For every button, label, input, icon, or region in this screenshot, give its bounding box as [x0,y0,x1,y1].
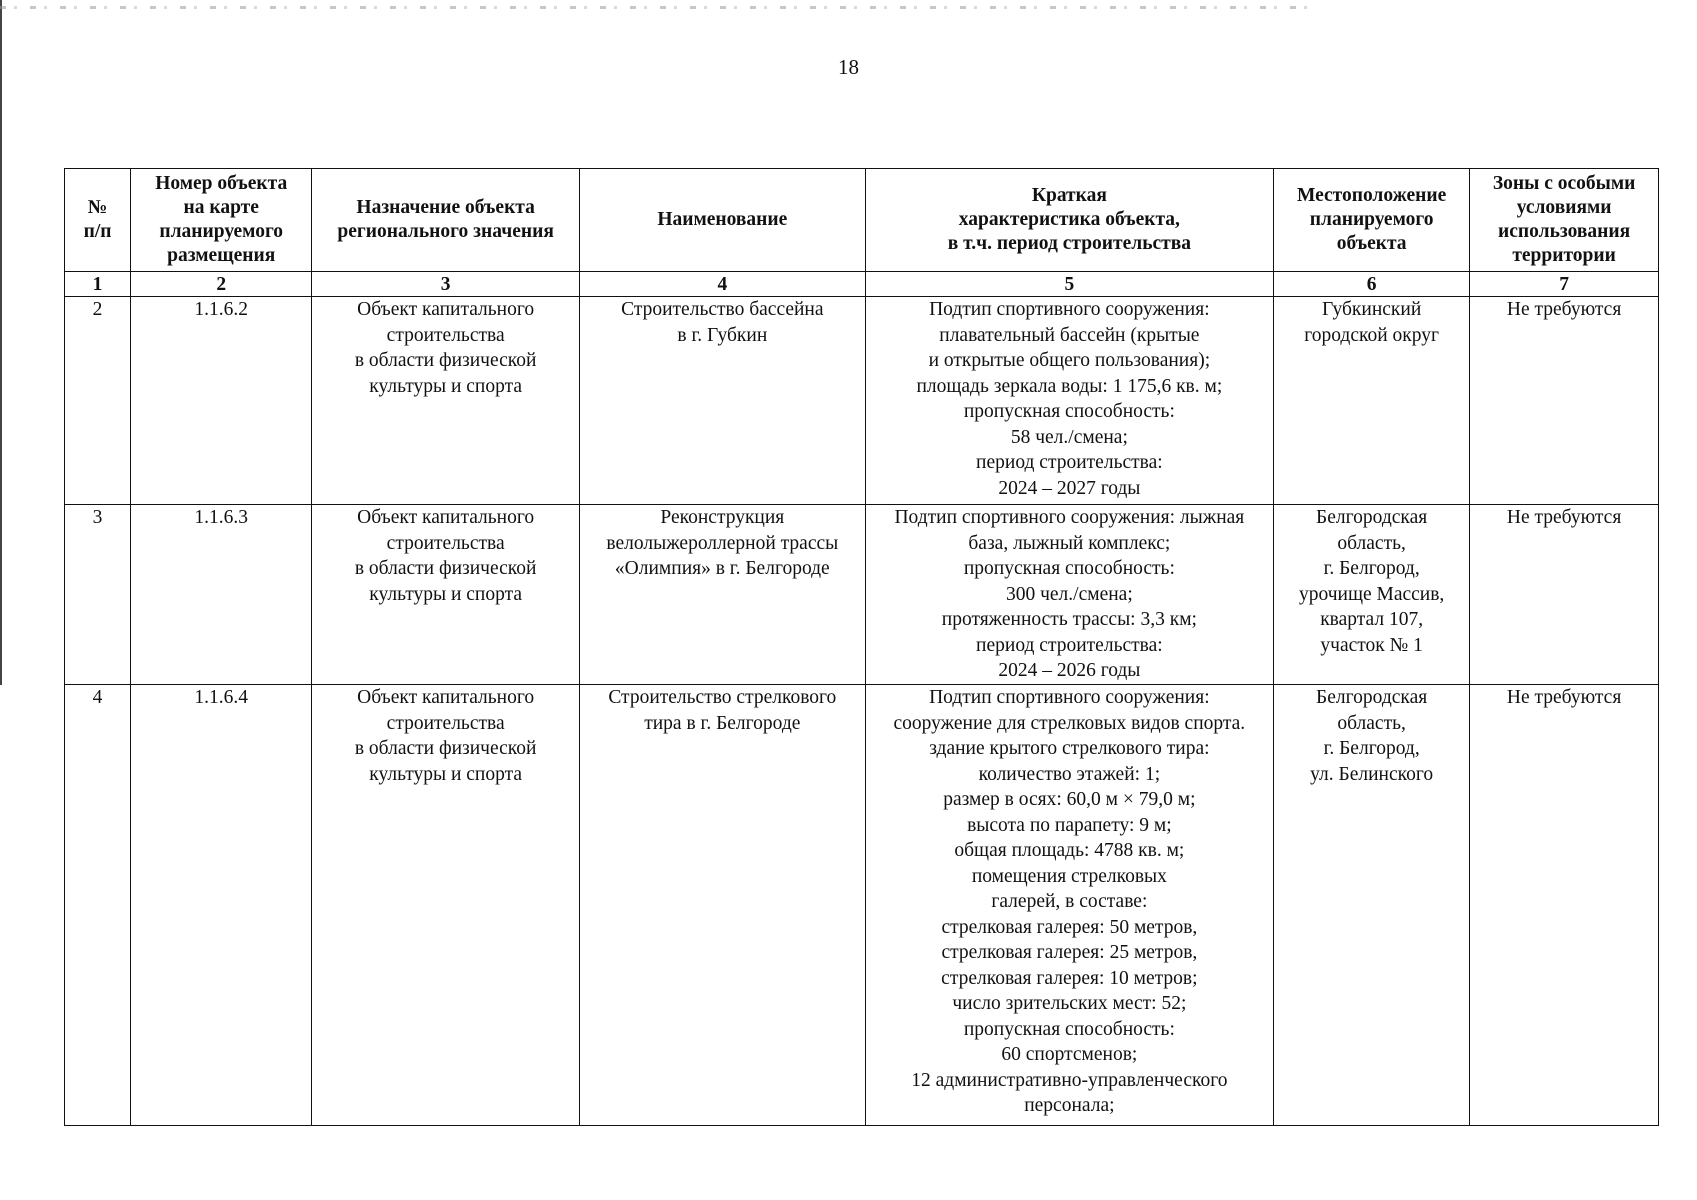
cell-name [579,685,865,1126]
scan-noise [0,6,1320,9]
cell-line: на карте [183,197,259,218]
cell-object-number: 1.1.6.3 [131,505,312,685]
cell-line: размещения [167,245,276,266]
cell-object-number: 1.1.6.4 [131,685,312,1126]
cell-line: база, лыжный комплекс; [968,532,1171,554]
cell-line: Зоны с особыми [1492,173,1636,194]
cell-line: Объект капитального [357,687,535,708]
cell-line: здание крытого стрелкового тира: [929,738,1210,759]
cell-line: в т.ч. период строительства [947,233,1192,254]
header-cell-no [65,169,131,272]
cell-object-number: 1.1.6.2 [131,297,312,505]
cell-no: 3 [65,505,131,685]
cell-line: общая площадь: 4788 кв. м; [954,840,1185,861]
cell-description [865,297,1273,505]
cell-line: Назначение объекта [356,197,535,218]
cell-line: период строительства: [976,452,1163,473]
cell-line: Наименование [657,209,788,230]
cell-line: участок № 1 [1320,634,1423,656]
cell-line: Подтип спортивного сооружения: [929,687,1210,708]
cell-zones [1470,685,1659,1126]
cell-line: Строительство стрелкового [608,687,837,708]
cell-line: тира в г. Белгороде [644,712,801,734]
cell-zones [1470,505,1659,685]
header-cell-object-number [131,169,312,272]
cell-line: 2024 – 2027 годы [998,477,1141,499]
cell-no: 2 [65,297,131,505]
cell-line: территории [1512,245,1616,266]
page-number: 18 [838,55,859,79]
cell-line: Подтип спортивного сооружения: [929,299,1210,320]
header-cell-purpose [312,169,580,272]
cell-line: персонала; [1024,1095,1115,1116]
header-cell-zones [1470,169,1659,272]
cell-line: в г. Губкин [677,324,768,346]
cell-line: в области физической [354,738,537,759]
cell-line: объекта [1336,233,1407,254]
column-number: 2 [131,272,312,297]
cell-name [579,505,865,685]
cell-line: площадь зеркала воды: 1 175,6 кв. м; [916,375,1223,397]
cell-line: период строительства: [976,634,1163,656]
cell-line: пропускная способность: [963,558,1175,579]
cell-line: г. Белгород, [1323,558,1420,579]
cell-description [865,685,1273,1126]
cell-no: 4 [65,685,131,1126]
cell-line: и открытые общего пользования); [928,350,1211,371]
column-number: 7 [1470,272,1659,297]
cell-line: число зрительских мест: 52; [952,993,1187,1014]
cell-line: ул. Белинского [1310,763,1434,785]
cell-location [1274,505,1470,685]
cell-line: стрелковая галерея: 10 метров; [941,967,1198,989]
cell-line: Не требуются [1506,687,1622,708]
cell-line: Строительство бассейна [621,299,824,320]
cell-location [1274,297,1470,505]
cell-line: Не требуются [1506,507,1622,528]
cell-line: в области физической [354,558,537,579]
column-number-row [65,272,1659,297]
cell-line: использования [1498,221,1631,242]
cell-line: Подтип спортивного сооружения: лыжная [894,507,1245,528]
cell-line: культуры и спорта [369,375,523,397]
cell-line: городской округ [1304,324,1440,346]
cell-line: стрелковая галерея: 25 метров, [941,942,1198,963]
cell-line: Белгородская [1316,687,1428,708]
cell-line: Номер объекта [155,173,288,194]
cell-line: галерей, в составе: [991,891,1148,912]
cell-purpose [312,297,580,505]
column-number: 6 [1274,272,1470,297]
cell-line: строительства [386,324,505,346]
column-number: 1 [65,272,131,297]
cell-line: планируемого [1309,209,1434,230]
cell-line: Объект капитального [357,507,535,528]
table-row [65,297,1659,505]
header-cell-name [579,169,865,272]
cell-line: плавательный бассейн (крытые [939,324,1200,346]
column-number: 3 [312,272,580,297]
cell-line: Белгородская [1316,507,1428,528]
cell-line: характеристика объекта, [958,209,1180,230]
cell-line: 300 чел./смена; [1005,583,1133,605]
cell-line: Краткая [1031,185,1107,206]
column-number: 4 [579,272,865,297]
cell-location [1274,685,1470,1126]
cell-line: урочище Массив, [1298,583,1445,605]
cell-zones [1470,297,1659,505]
cell-line: 60 спортсменов; [1001,1044,1138,1065]
cell-line: в области физической [354,350,537,371]
cell-line: область, [1337,712,1406,734]
cell-line: размер в осях: 60,0 м × 79,0 м; [943,789,1196,810]
scan-edge [0,0,2,685]
cell-line: квартал 107, [1320,609,1424,630]
cell-line: «Олимпия» в г. Белгороде [614,558,830,579]
cell-line: 12 административно-управленческого [911,1069,1228,1091]
cell-line: стрелковая галерея: 50 метров, [941,916,1198,938]
cell-line: Объект капитального [357,299,535,320]
cell-line: протяженность трассы: 3,3 км; [941,609,1197,630]
cell-line: сооружение для стрелковых видов спорта. [893,712,1246,734]
cell-line: 2024 – 2026 годы [998,660,1141,681]
header-row [65,169,1659,272]
cell-purpose [312,505,580,685]
header-cell-location [1274,169,1470,272]
table-row [65,505,1659,685]
cell-line: велолыжероллерной трассы [606,532,839,554]
cell-line: область, [1337,532,1406,554]
cell-line: 58 чел./смена; [1010,426,1128,448]
cell-name [579,297,865,505]
cell-line: Губкинский [1321,299,1422,320]
cell-line: строительства [386,712,505,734]
cell-line: регионального значения [337,221,554,242]
cell-line: пропускная способность: [963,401,1175,422]
cell-line: № [87,197,108,218]
cell-line: г. Белгород, [1323,738,1420,759]
cell-line: высота по парапету: 9 м; [967,814,1172,836]
cell-line: культуры и спорта [369,763,523,785]
cell-line: количество этажей: 1; [978,763,1161,785]
objects-table [64,168,1659,1126]
cell-line: пропускная способность: [963,1018,1175,1040]
cell-description [865,505,1273,685]
cell-line: строительства [386,532,505,554]
cell-line: Местоположение [1296,185,1447,206]
cell-line: Реконструкция [660,507,785,528]
cell-line: планируемого [159,221,284,242]
cell-line: условиями [1516,197,1612,218]
header-cell-description [865,169,1273,272]
cell-line: помещения стрелковых [971,865,1167,887]
cell-line: п/п [83,221,112,242]
table-row [65,685,1659,1126]
column-number: 5 [865,272,1273,297]
cell-line: Не требуются [1506,299,1622,320]
cell-line: культуры и спорта [369,583,523,605]
cell-purpose [312,685,580,1126]
